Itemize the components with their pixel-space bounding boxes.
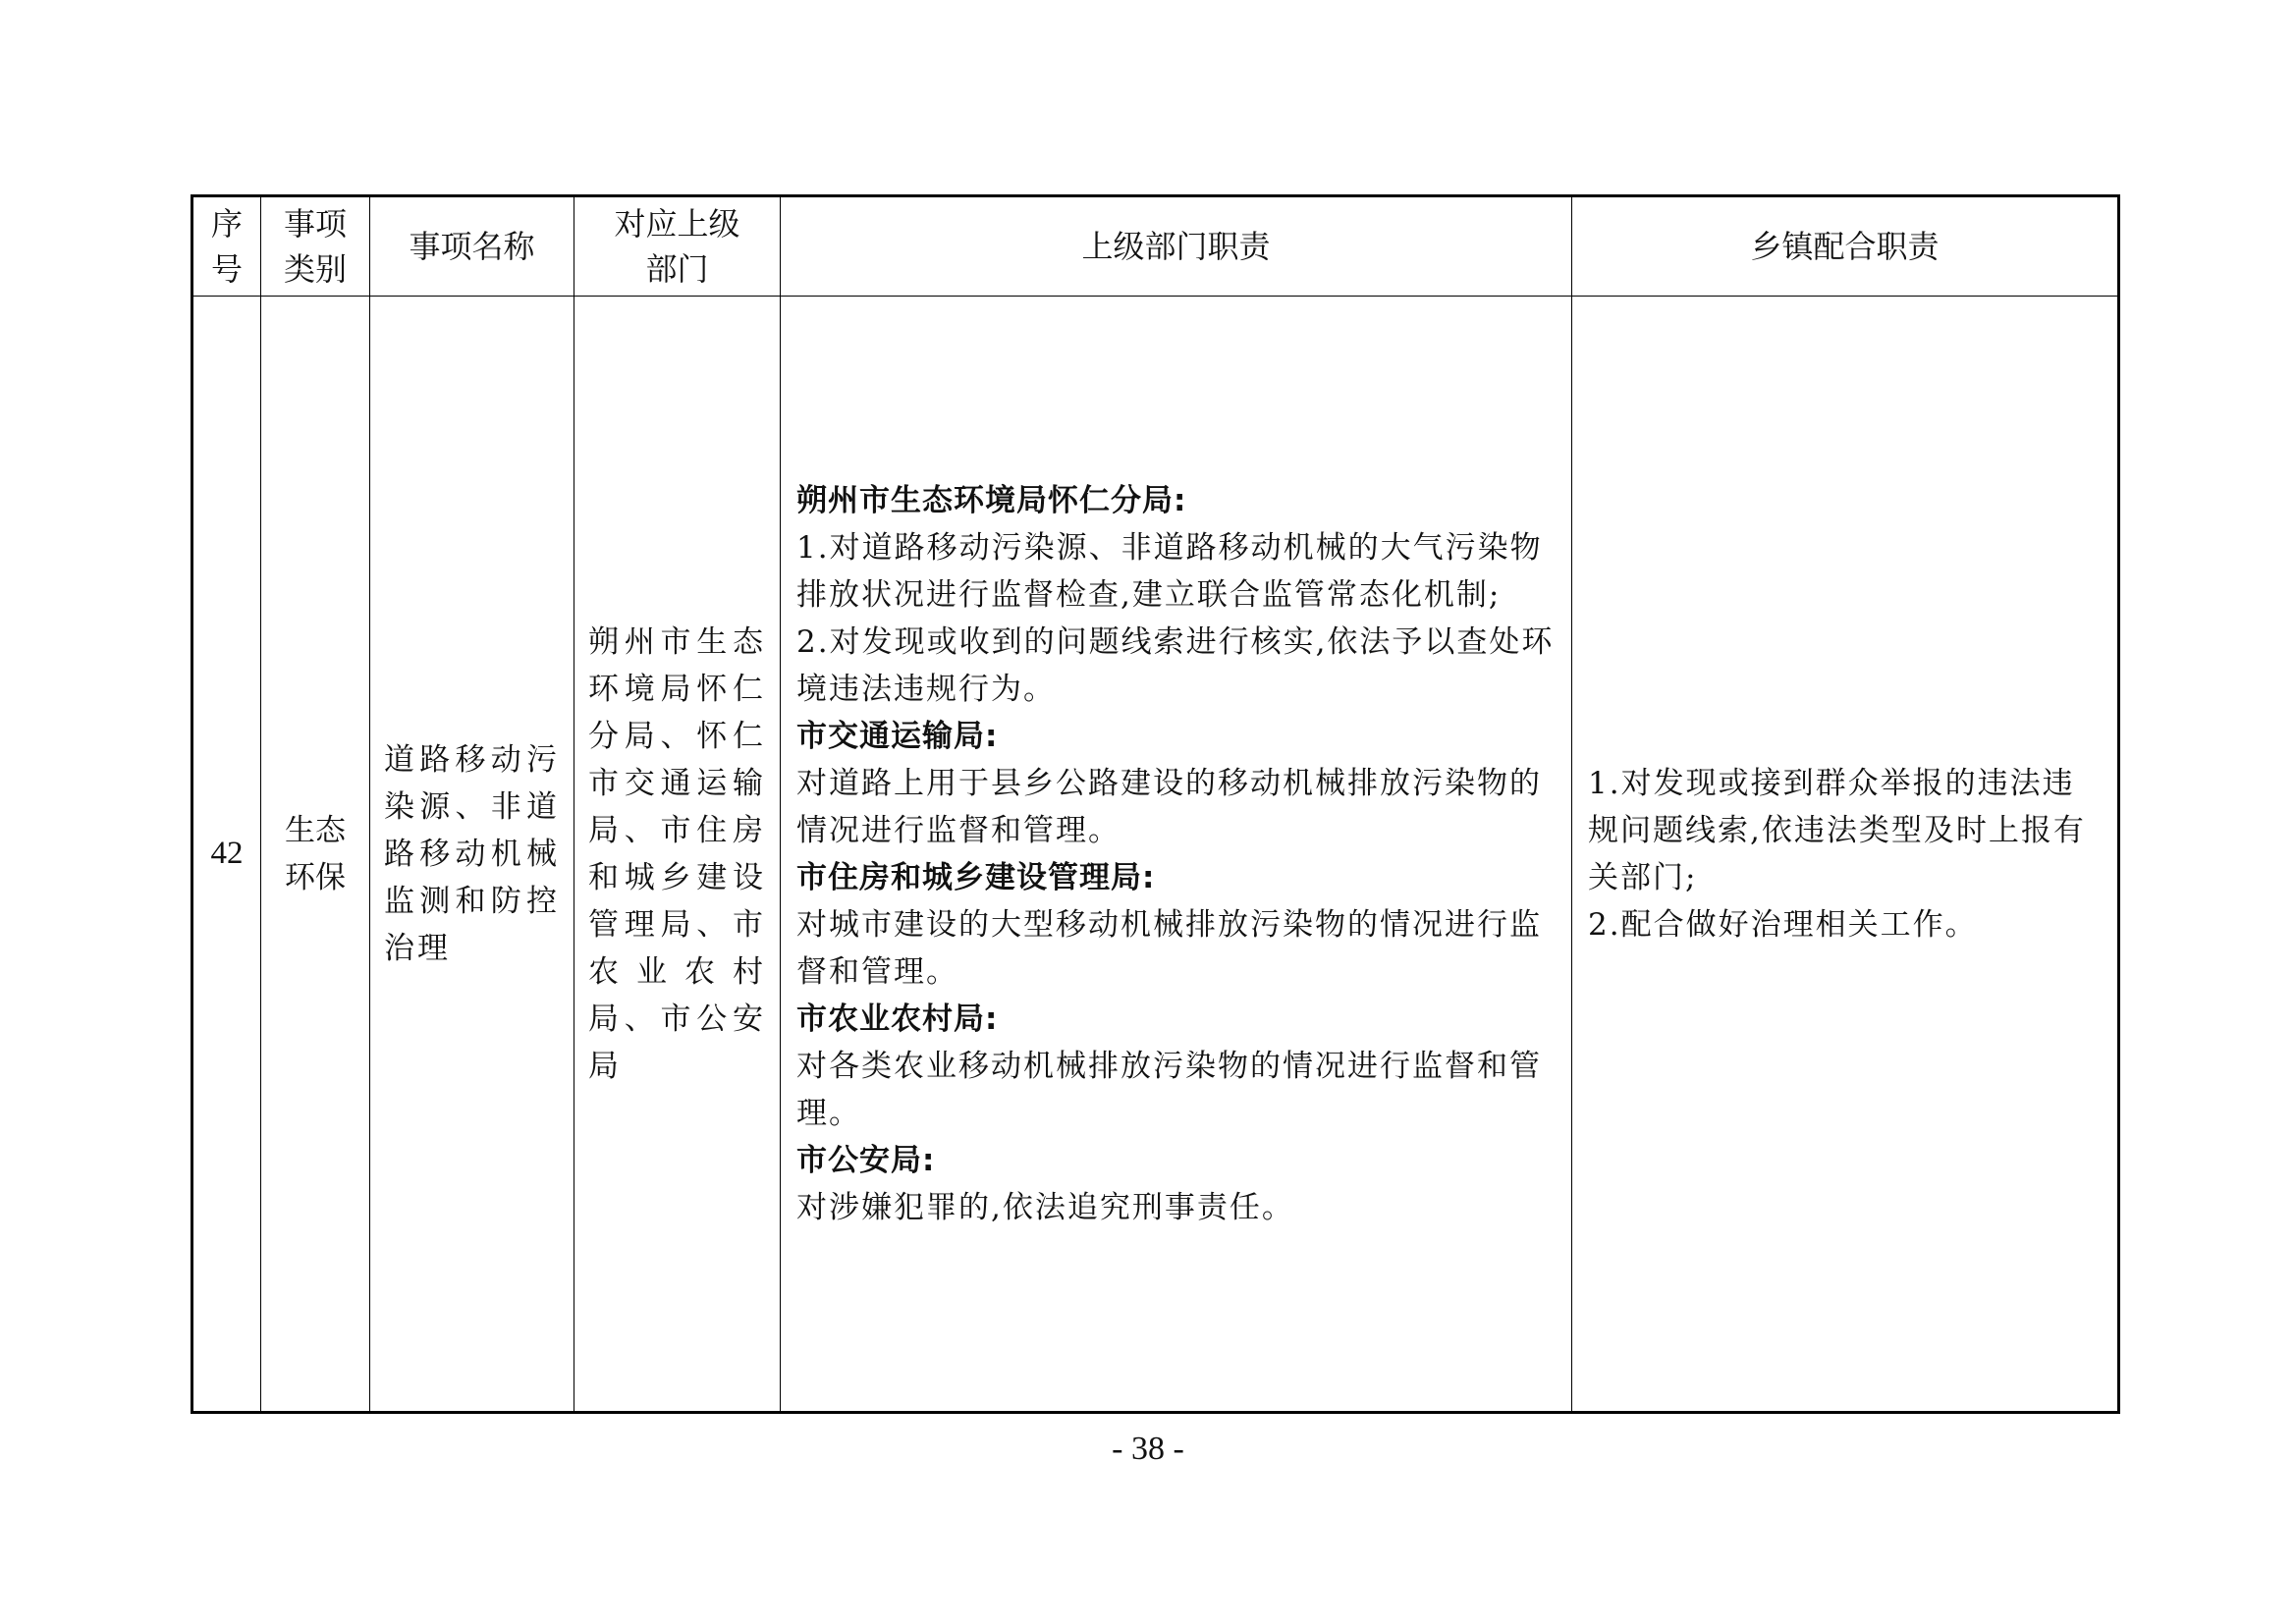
duty-text: 对各类农业移动机械排放污染物的情况进行监督和管理。 [796, 1048, 1542, 1131]
duty-text: 1.对道路移动污染源、非道路移动机械的大气污染物排放状况进行监督检查,建立联合监管常态化机制; [796, 529, 1543, 613]
duty-text: 对涉嫌犯罪的,依法追究刑事责任。 [796, 1189, 1294, 1225]
duty-dept-heading: 市农业农村局: [796, 1001, 999, 1037]
duty-dept-heading: 市住房和城乡建设管理局: [796, 859, 1156, 895]
header-category: 事项类别 [261, 196, 370, 297]
header-item-name: 事项名称 [370, 196, 574, 297]
duty-text: 2.对发现或收到的问题线索进行核实,依法予以查处环境违法违规行为。 [796, 623, 1555, 707]
header-dept: 对应上级部门 [574, 196, 781, 297]
row-town-duties [1572, 297, 2119, 1413]
duty-text: 对道路上用于县乡公路建设的移动机械排放污染物的情况进行监督和管理。 [796, 765, 1542, 848]
row-dept: 朔州市生态环境局怀仁分局、怀仁市交通运输局、市住房和城乡建设管理局、市农业农村局、市公安局 [574, 297, 781, 1413]
duty-table [191, 194, 2120, 1414]
header-town-duty: 乡镇配合职责 [1572, 196, 2119, 297]
duty-dept-heading: 市交通运输局: [796, 718, 999, 754]
duty-text: 对城市建设的大型移动机械排放污染物的情况进行监督和管理。 [796, 906, 1542, 990]
header-superior-duty: 上级部门职责 [781, 196, 1572, 297]
row-item-name: 道路移动污染源、非道路移动机械监测和防控治理 [370, 297, 574, 1413]
table-header-row [192, 196, 2119, 297]
page-number: - 38 - [1112, 1431, 1184, 1467]
duty-dept-heading: 朔州市生态环境局怀仁分局: [796, 482, 1187, 518]
row-superior-duties [781, 297, 1572, 1413]
header-seq: 序号 [192, 196, 261, 297]
row-seq: 42 [192, 297, 261, 1413]
town-duty-text: 1.对发现或接到群众举报的违法违规问题线索,依违法类型及时上报有关部门; [1588, 765, 2086, 895]
town-duty-text: 2.配合做好治理相关工作。 [1588, 906, 1978, 943]
table-row [192, 297, 2119, 1413]
duty-dept-heading: 市公安局: [796, 1142, 936, 1178]
row-category: 生态环保 [261, 297, 370, 1413]
